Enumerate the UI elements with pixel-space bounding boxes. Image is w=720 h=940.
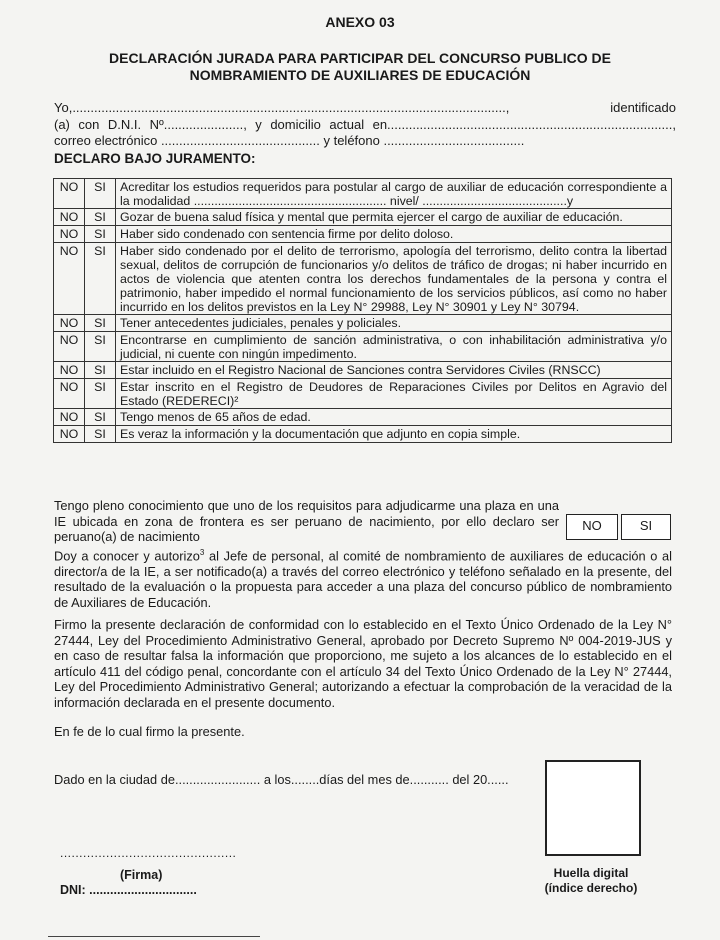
requirement-text: Tener antecedentes judiciales, penales y policiales. (116, 315, 672, 332)
requirement-text: Es veraz la información y la documentación que adjunto en copia simple. (116, 426, 672, 443)
requirement-si-option[interactable]: SI (85, 179, 116, 209)
requirement-si-option[interactable]: SI (85, 243, 116, 315)
document-title (60, 50, 660, 84)
requirement-text: Tengo menos de 65 años de edad. (116, 409, 672, 426)
dni-field: DNI: ............................... (60, 883, 197, 897)
requirement-row (54, 243, 672, 315)
requirement-si-option[interactable]: SI (85, 426, 116, 443)
requirement-text: Estar incluido en el Registro Nacional de Sanciones contra Servidores Civiles (RNSCC) (116, 362, 672, 379)
fingerprint-box (545, 760, 641, 856)
dni-address-line: (a) con D.N.I. Nº......................, y domicilio actual en..............................................................................., (54, 116, 676, 132)
requirement-row (54, 315, 672, 332)
authorization-paragraph: Doy a conocer y autorizo$^3$ al Jefe de personal, al comité de nombramiento de auxiliares de educación o al director/a de la IE, a ser notificado(a) a través del correo electrónico y teléfono señalado en la presente, del resultado de la evaluación o la propuesta para acceder a una plaza del concurso público de nombramiento de Auxiliares de Educación. (54, 548, 673, 610)
footnote-marker: 3 (199, 548, 205, 557)
nationality-paragraph: Tengo pleno conocimiento que uno de los requisitos para adjudicarme una plaza en una IE ubicada en zona de frontera es ser peruano de nacimiento, por ello declaro ser peruano(a) de nacimiento (54, 498, 559, 544)
requirement-no-option[interactable]: NO (54, 362, 85, 379)
fingerprint-label-line-1: Huella digital (553, 866, 629, 880)
name-line: Yo,........................................................................................................................, identificado (54, 100, 676, 115)
fingerprint-label-line-2: (índice derecho) (544, 881, 638, 895)
requirement-si-option[interactable]: SI (85, 409, 116, 426)
requirement-no-option[interactable]: NO (54, 315, 85, 332)
requirement-si-option[interactable]: SI (85, 362, 116, 379)
requirement-text: Encontrarse en cumplimiento de sanción administrativa, o con inhabilitación administrativa y/o judicial, ni cuente con ningún impedimento. (116, 332, 672, 362)
nationality-si-box[interactable]: SI (621, 514, 671, 540)
signature-line: .............................................. (60, 846, 237, 860)
declarant-info (54, 100, 676, 167)
requirement-no-option[interactable]: NO (54, 243, 85, 315)
requirement-no-option[interactable]: NO (54, 426, 85, 443)
requirement-si-option[interactable]: SI (85, 226, 116, 243)
requirement-row (54, 226, 672, 243)
requirement-no-option[interactable]: NO (54, 179, 85, 209)
requirement-si-option[interactable]: SI (85, 379, 116, 409)
requirement-text: Gozar de buena salud física y mental que permita ejercer el cargo de auxiliar de educación. (116, 209, 672, 226)
requirement-text: Estar inscrito en el Registro de Deudores de Reparaciones Civiles por Delitos en Agravio del Estado (REDERECI)² (116, 379, 672, 409)
place-date-line: Dado en la ciudad de........................ a los........días del mes de........... del 20...... (54, 772, 509, 787)
requirements-table (53, 178, 672, 443)
requirement-row (54, 332, 672, 362)
requirement-no-option[interactable]: NO (54, 209, 85, 226)
nationality-no-box[interactable]: NO (566, 514, 618, 540)
requirement-no-option[interactable]: NO (54, 409, 85, 426)
requirement-si-option[interactable]: SI (85, 315, 116, 332)
requirement-si-option[interactable]: SI (85, 332, 116, 362)
conformity-paragraph: Firmo la presente declaración de conformidad con lo establecido en el Texto Único Ordenado de la Ley N° 27444, Ley del Procedimiento Administrativo General, aprobado por Decreto Supremo Nº 004-2019-JUS y en caso de resultar falsa la información que proporciono, me sujeto a los alcances de lo establecido en el artículo 411 del código penal, concordante con el artículo 34 del Texto Único Ordenado de la Ley N° 27444, Ley del Procedimiento Administrativo General; autorizando a efectuar la comprobación de la veracidad de la información declarada en el presente documento. (54, 617, 672, 710)
annex-label: ANEXO 03 (325, 14, 395, 30)
requirement-row (54, 409, 672, 426)
requirement-text: Acreditar los estudios requeridos para postular al cargo de auxiliar de educación correspondiente a la modalidad ........................................................ nivel/ ..........................................y (116, 179, 672, 209)
requirement-text: Haber sido condenado con sentencia firme por delito doloso. (116, 226, 672, 243)
requirement-si-option[interactable]: SI (85, 209, 116, 226)
requirement-row (54, 179, 672, 209)
requirement-no-option[interactable]: NO (54, 226, 85, 243)
bottom-divider (48, 936, 260, 937)
requirement-no-option[interactable]: NO (54, 332, 85, 362)
requirement-no-option[interactable]: NO (54, 379, 85, 409)
requirement-row (54, 379, 672, 409)
declaro-heading: DECLARO BAJO JURAMENTO: (54, 150, 256, 166)
fingerprint-label (520, 866, 662, 896)
title-line-2: NOMBRAMIENTO DE AUXILIARES DE EDUCACIÓN (189, 67, 531, 83)
closing-text: En fe de lo cual firmo la presente. (54, 724, 245, 739)
signature-label: (Firma) (120, 868, 163, 882)
requirement-text: Haber sido condenado por el delito de terrorismo, apología del terrorismo, delito contra la libertad sexual, delitos de corrupción de funcionarios y/o delitos de tráfico de drogas; ni haber incurrido en actos de violencia que atenten contra los derechos fundamentales de la persona y contra el patrimonio, haber impedido el normal funcionamiento de los servicios públicos, así como no haber incurrido en los delitos previstos en la Ley N° 29988, Ley N° 30901 y Ley N° 30794. (116, 243, 672, 315)
requirement-row (54, 209, 672, 226)
requirement-row (54, 426, 672, 443)
title-line-1: DECLARACIÓN JURADA PARA PARTICIPAR DEL CONCURSO PUBLICO DE (109, 50, 611, 66)
email-phone-line: correo electrónico ............................................ y teléfono ....................................... (54, 133, 525, 148)
requirement-row (54, 362, 672, 379)
